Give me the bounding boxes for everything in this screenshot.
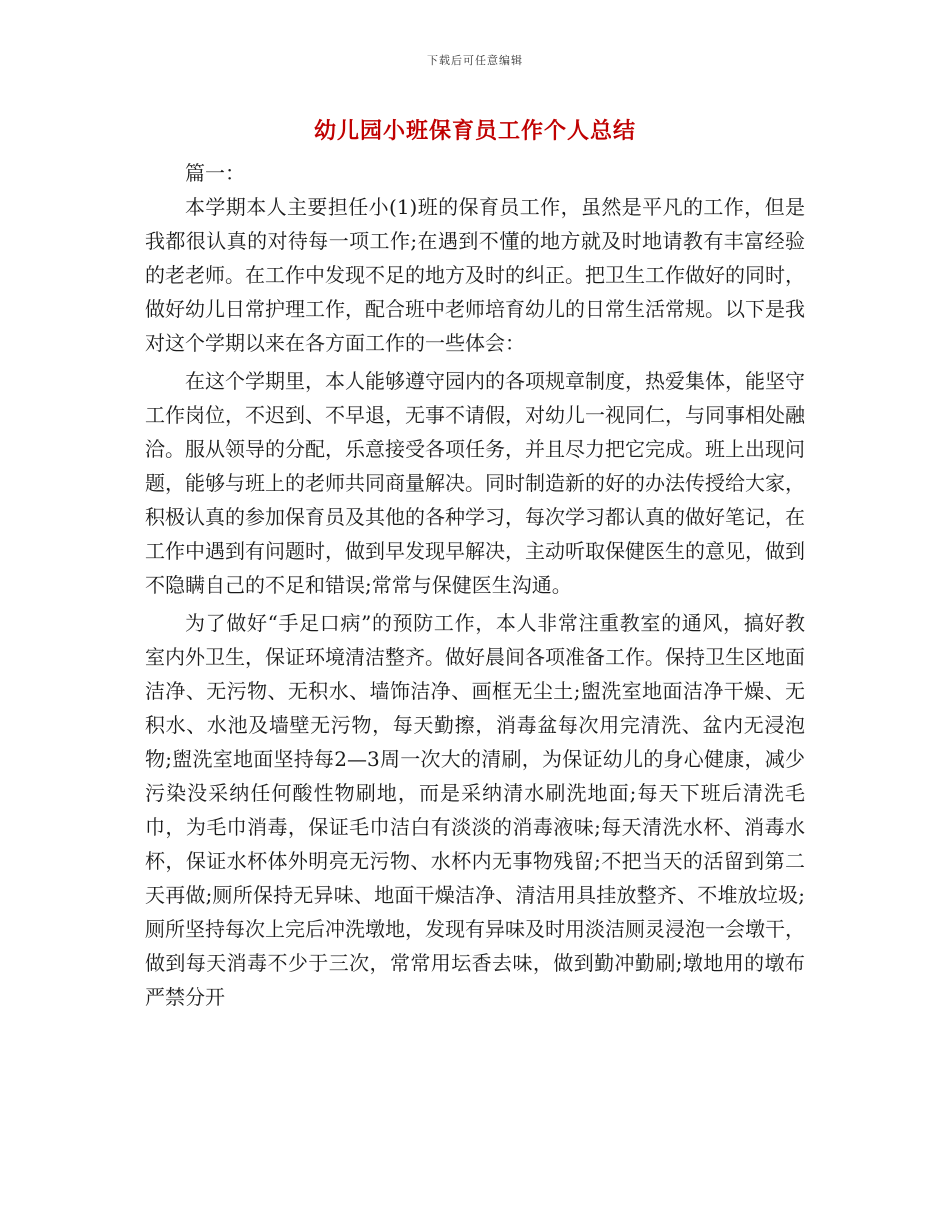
paragraph-1: 本学期本人主要担任小(1)班的保育员工作，虽然是平凡的工作，但是我都很认真的对待每一项工作;在遇到不懂的地方就及时地请教有丰富经验的老老师。在工作中发现不足的地方及时的纠正。把卫生工作做好的同时，做好幼儿日常护理工作，配合班中老师培育幼儿的日常生活常规。以下是我对这个学期以来在各方面工作的一些体会： <box>145 195 805 355</box>
paragraph-3: 为了做好“手足口病”的预防工作，本人非常注重教室的通风，搞好教室内外卫生，保证环境清洁整齐。做好晨间各项准备工作。保持卫生区地面洁净、无污物、无积水、墙饰洁净、画框无尘土;盥洗室地面洁净干燥、无积水、水池及墙壁无污物，每天勤擦，消毒盆每次用完清洗、盆内无浸泡物;盥洗室地面坚持每2—3周一次大的清刷，为保证幼儿的身心健康，减少污染没采纳任何酸性物刷地，而是采纳清水刷洗地面;每天下班后清洗毛巾，为毛巾消毒，保证毛巾洁白有淡淡的消毒液味;每天清洗水杯、消毒水杯，保证水杯体外明亮无污物、水杯内无事物残留;不把当天的活留到第二天再做;厕所保持无异味、地面干燥洁净、清洁用具挂放整齐、不堆放垃圾;厕所坚持每次上完后冲洗墩地，发现有异味及时用淡洁厕灵浸泡一会墩干，做到每天消毒不少于三次，常常用坛香去味，做到勤冲勤刷;墩地用的墩布严禁分开 <box>145 611 805 1009</box>
paragraph-2: 在这个学期里，本人能够遵守园内的各项规章制度，热爱集体，能坚守工作岗位，不迟到、不早退，无事不请假，对幼儿一视同仁，与同事相处融洽。服从领导的分配，乐意接受各项任务，并且尽力把它完成。班上出现问题，能够与班上的老师共同商量解决。同时制造新的好的办法传授给大家，积极认真的参加保育员及其他的各种学习，每次学习都认真的做好笔记，在工作中遇到有问题时，做到早发现早解决，主动听取保健医生的意见，做到不隐瞒自己的不足和错误;常常与保健医生沟通。 <box>145 369 805 597</box>
section-label: 篇一： <box>185 161 245 185</box>
page-header-note: 下载后可任意编辑 <box>427 54 523 67</box>
document-title: 幼儿园小班保育员工作个人总结 <box>313 118 636 144</box>
document-body <box>145 156 805 1018</box>
